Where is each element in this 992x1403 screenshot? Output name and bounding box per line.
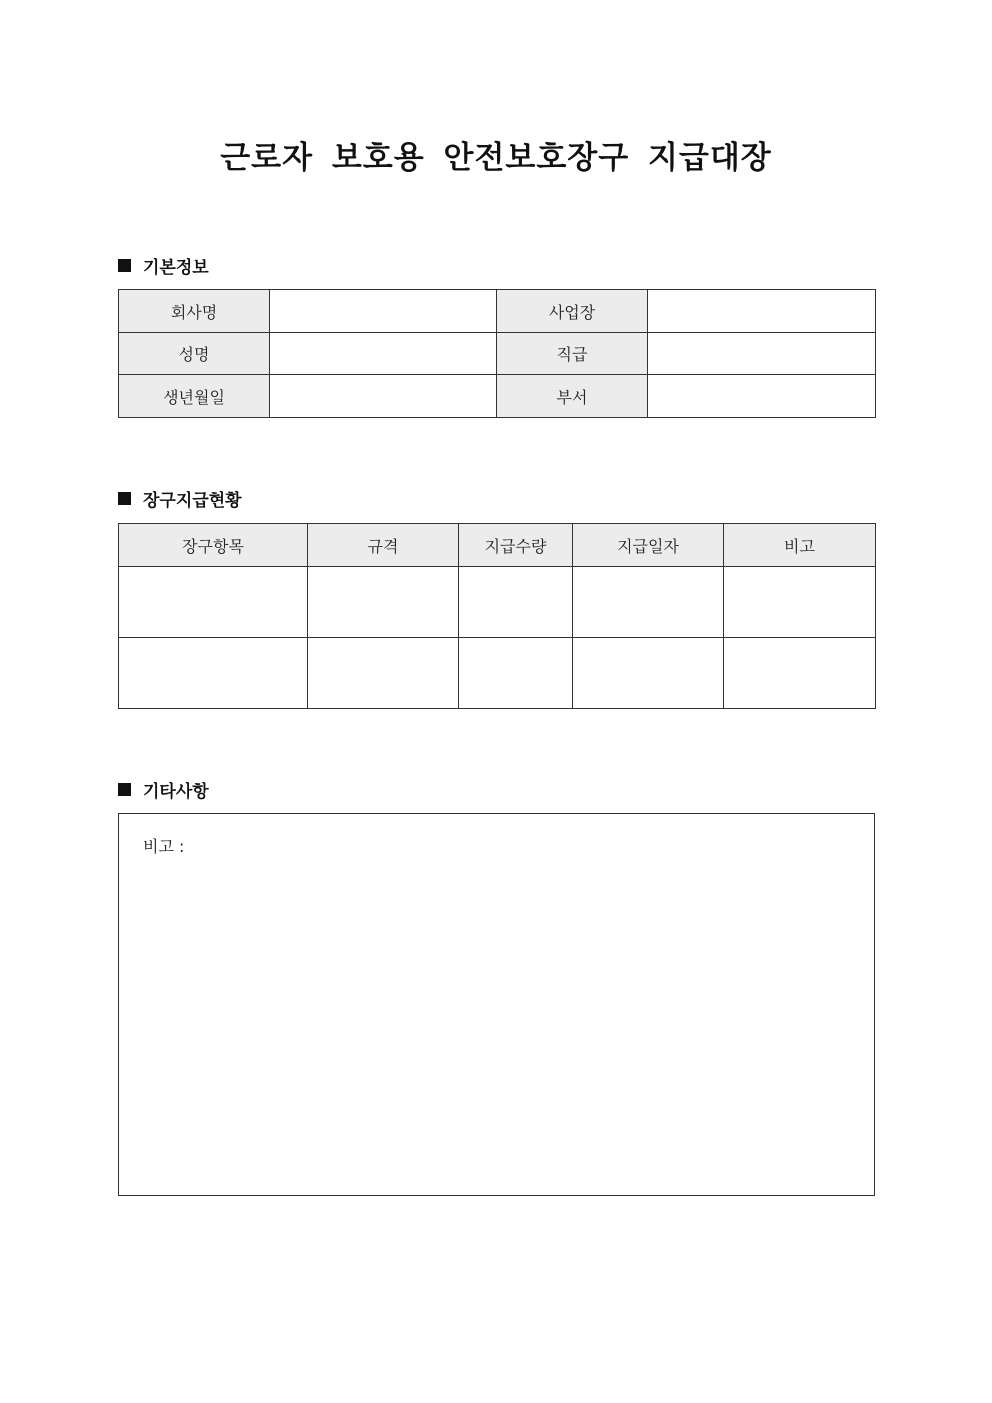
date-cell[interactable] — [573, 638, 724, 709]
basic-info-heading — [118, 253, 209, 277]
table-row — [119, 375, 876, 418]
position-label: 직급 — [497, 333, 648, 375]
column-header-remarks: 비고 — [724, 524, 876, 567]
remarks-cell[interactable] — [724, 567, 876, 638]
item-cell[interactable] — [119, 638, 308, 709]
birthdate-field[interactable] — [270, 375, 497, 418]
date-cell[interactable] — [573, 567, 724, 638]
memo-box[interactable] — [118, 813, 875, 1196]
company-name-field[interactable] — [270, 290, 497, 333]
supply-status-heading-text: 장구지급현황 — [143, 490, 242, 511]
department-label: 부서 — [497, 375, 648, 418]
spec-cell[interactable] — [308, 567, 459, 638]
basic-info-heading-text: 기본정보 — [143, 257, 209, 278]
spec-cell[interactable] — [308, 638, 459, 709]
position-field[interactable] — [648, 333, 876, 375]
birthdate-label: 생년월일 — [119, 375, 270, 418]
square-bullet-icon — [118, 492, 131, 505]
square-bullet-icon — [118, 783, 131, 796]
column-header-date: 지급일자 — [573, 524, 724, 567]
name-label: 성명 — [119, 333, 270, 375]
quantity-cell[interactable] — [459, 567, 573, 638]
company-name-label: 회사명 — [119, 290, 270, 333]
supply-status-heading — [118, 486, 242, 510]
workplace-field[interactable] — [648, 290, 876, 333]
other-heading-text: 기타사항 — [143, 781, 209, 802]
table-header-row — [119, 524, 876, 567]
department-field[interactable] — [648, 375, 876, 418]
name-field[interactable] — [270, 333, 497, 375]
table-row — [119, 638, 876, 709]
table-row — [119, 333, 876, 375]
remarks-cell[interactable] — [724, 638, 876, 709]
other-heading — [118, 777, 209, 801]
square-bullet-icon — [118, 259, 131, 272]
memo-label: 비고 : — [143, 837, 185, 856]
basic-info-table — [118, 289, 876, 418]
column-header-quantity: 지급수량 — [459, 524, 573, 567]
table-row — [119, 290, 876, 333]
column-header-spec: 규격 — [308, 524, 459, 567]
quantity-cell[interactable] — [459, 638, 573, 709]
document-title: 근로자 보호용 안전보호장구 지급대장 — [220, 140, 772, 176]
column-header-item: 장구항목 — [119, 524, 308, 567]
workplace-label: 사업장 — [497, 290, 648, 333]
supply-status-table — [118, 523, 876, 709]
table-row — [119, 567, 876, 638]
item-cell[interactable] — [119, 567, 308, 638]
